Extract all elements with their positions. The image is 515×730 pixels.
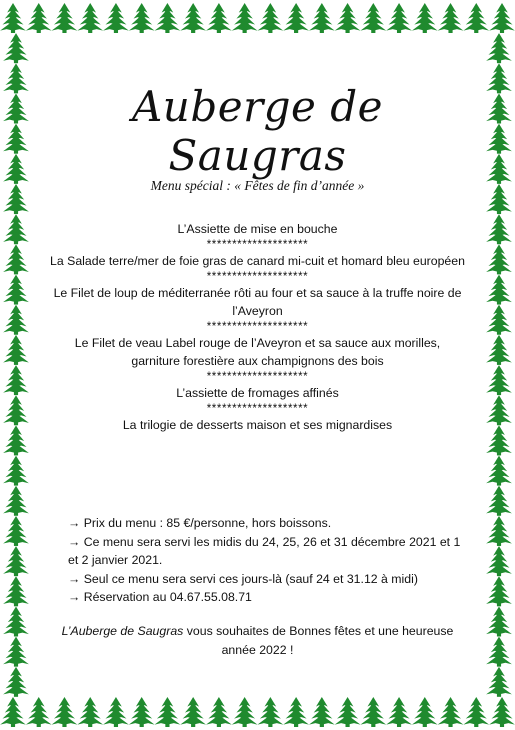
christmas-tree-icon bbox=[386, 697, 412, 727]
christmas-tree-icon bbox=[206, 3, 232, 33]
christmas-tree-icon bbox=[486, 365, 512, 395]
greeting-text: vous souhaites de Bonnes fêtes et une heureuse année 2022 ! bbox=[183, 624, 454, 657]
christmas-tree-icon bbox=[486, 214, 512, 244]
christmas-tree-icon bbox=[335, 697, 361, 727]
christmas-tree-icon bbox=[283, 697, 309, 727]
christmas-tree-icon bbox=[26, 697, 52, 727]
christmas-tree-icon bbox=[486, 606, 512, 636]
christmas-tree-icon bbox=[3, 275, 29, 305]
info-price: → Prix du menu : 85 €/personne, hors boissons. bbox=[68, 516, 332, 530]
course-6: La trilogie de desserts maison et ses mignardises bbox=[122, 418, 393, 432]
christmas-tree-icon bbox=[309, 3, 335, 33]
christmas-tree-icon bbox=[3, 305, 29, 335]
christmas-tree-icon bbox=[486, 184, 512, 214]
info-exclusive: → Seul ce menu sera servi ces jours-là (sauf 24 et 31.12 à midi) bbox=[68, 571, 418, 586]
course-separator: ******************** bbox=[206, 271, 309, 283]
christmas-tree-icon bbox=[360, 3, 386, 33]
christmas-tree-icon bbox=[486, 154, 512, 184]
christmas-tree-icon bbox=[335, 3, 361, 33]
menu-info bbox=[68, 514, 463, 607]
christmas-tree-icon bbox=[486, 425, 512, 455]
course-separator: ******************** bbox=[206, 371, 309, 383]
christmas-tree-icon bbox=[103, 3, 129, 33]
course-2: La Salade terre/mer de foie gras de canard mi-cuit et homard bleu européen bbox=[50, 254, 465, 268]
christmas-tree-icon bbox=[77, 697, 103, 727]
christmas-tree-icon bbox=[3, 606, 29, 636]
christmas-tree-icon bbox=[3, 33, 29, 63]
christmas-tree-icon bbox=[486, 33, 512, 63]
christmas-tree-icon bbox=[3, 184, 29, 214]
christmas-tree-icon bbox=[129, 697, 155, 727]
christmas-tree-icon bbox=[486, 637, 512, 667]
christmas-tree-icon bbox=[3, 576, 29, 606]
christmas-tree-icon bbox=[489, 3, 515, 33]
christmas-tree-icon bbox=[155, 697, 181, 727]
christmas-tree-icon bbox=[3, 154, 29, 184]
christmas-tree-icon bbox=[257, 3, 283, 33]
info-reservation: → Réservation au 04.67.55.08.71 bbox=[68, 590, 252, 605]
christmas-tree-icon bbox=[489, 697, 515, 727]
christmas-tree-icon bbox=[486, 305, 512, 335]
christmas-tree-icon bbox=[3, 425, 29, 455]
course-4: Le Filet de veau Label rouge de l’Aveyron et sa sauce aux morilles, garniture forestière aux champignons des bois bbox=[74, 336, 441, 368]
christmas-tree-icon bbox=[486, 335, 512, 365]
christmas-tree-icon bbox=[3, 365, 29, 395]
christmas-tree-icon bbox=[486, 456, 512, 486]
christmas-tree-icon bbox=[129, 3, 155, 33]
christmas-tree-icon bbox=[3, 637, 29, 667]
christmas-tree-icon bbox=[360, 697, 386, 727]
christmas-tree-icon bbox=[0, 3, 26, 33]
christmas-tree-icon bbox=[3, 546, 29, 576]
christmas-tree-icon bbox=[486, 244, 512, 274]
christmas-tree-icon bbox=[3, 335, 29, 365]
christmas-tree-icon bbox=[486, 395, 512, 425]
christmas-tree-icon bbox=[486, 516, 512, 546]
menu-subtitle: Menu spécial : « Fêtes de fin d’année » bbox=[150, 178, 365, 193]
christmas-tree-icon bbox=[309, 697, 335, 727]
christmas-tree-icon bbox=[463, 697, 489, 727]
info-dates: → Ce menu sera servi les midis du 24, 25, 26 et 31 décembre 2021 et 1 et 2 janvier 2021. bbox=[68, 534, 461, 568]
christmas-tree-icon bbox=[486, 275, 512, 305]
christmas-tree-icon bbox=[155, 3, 181, 33]
christmas-tree-icon bbox=[463, 3, 489, 33]
christmas-tree-icon bbox=[486, 667, 512, 697]
christmas-tree-icon bbox=[283, 3, 309, 33]
menu-courses bbox=[50, 220, 465, 434]
christmas-tree-icon bbox=[232, 3, 258, 33]
christmas-tree-icon bbox=[438, 697, 464, 727]
christmas-tree-icon bbox=[257, 697, 283, 727]
christmas-tree-icon bbox=[3, 486, 29, 516]
christmas-tree-icon bbox=[103, 697, 129, 727]
christmas-tree-icon bbox=[0, 697, 26, 727]
christmas-tree-icon bbox=[77, 3, 103, 33]
course-separator: ******************** bbox=[206, 403, 309, 415]
christmas-tree-icon bbox=[386, 3, 412, 33]
christmas-tree-icon bbox=[412, 697, 438, 727]
page-title: Auberge de Saugras bbox=[131, 82, 384, 180]
christmas-tree-icon bbox=[3, 516, 29, 546]
christmas-tree-icon bbox=[486, 94, 512, 124]
christmas-tree-icon bbox=[3, 63, 29, 93]
course-1: L’Assiette de mise en bouche bbox=[177, 222, 338, 236]
christmas-tree-icon bbox=[486, 576, 512, 606]
christmas-tree-icon bbox=[180, 3, 206, 33]
christmas-tree-icon bbox=[3, 214, 29, 244]
course-5: L’assiette de fromages affinés bbox=[176, 386, 339, 400]
course-separator: ******************** bbox=[206, 321, 309, 333]
christmas-tree-icon bbox=[26, 3, 52, 33]
christmas-tree-icon bbox=[3, 395, 29, 425]
greeting bbox=[50, 622, 465, 659]
christmas-tree-icon bbox=[486, 63, 512, 93]
christmas-tree-icon bbox=[3, 244, 29, 274]
christmas-tree-icon bbox=[3, 456, 29, 486]
christmas-tree-icon bbox=[180, 697, 206, 727]
christmas-tree-icon bbox=[3, 94, 29, 124]
christmas-tree-icon bbox=[486, 486, 512, 516]
christmas-tree-icon bbox=[3, 667, 29, 697]
course-separator: ******************** bbox=[206, 239, 309, 251]
course-3: Le Filet de loup de méditerranée rôti au four et sa sauce à la truffe noire de l’Aveyron bbox=[53, 286, 462, 318]
christmas-tree-icon bbox=[486, 124, 512, 154]
christmas-tree-icon bbox=[52, 697, 78, 727]
christmas-tree-icon bbox=[232, 697, 258, 727]
greeting-name: L’Auberge de Saugras bbox=[61, 624, 184, 638]
christmas-tree-icon bbox=[412, 3, 438, 33]
christmas-tree-icon bbox=[206, 697, 232, 727]
christmas-tree-icon bbox=[52, 3, 78, 33]
christmas-tree-icon bbox=[3, 124, 29, 154]
christmas-tree-icon bbox=[486, 546, 512, 576]
christmas-tree-icon bbox=[438, 3, 464, 33]
